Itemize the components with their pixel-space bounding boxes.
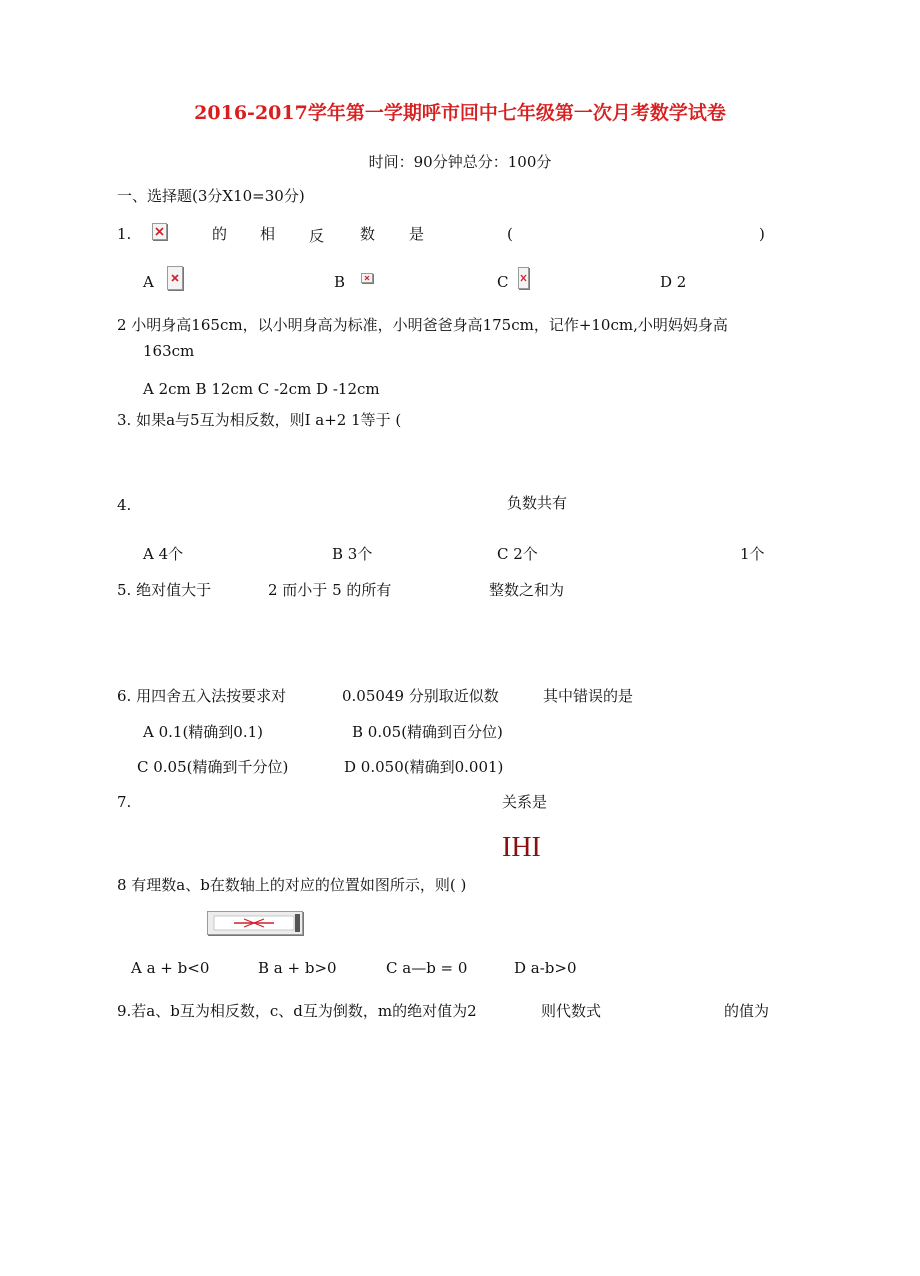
q1-paren-open: ( bbox=[507, 225, 513, 243]
q1-word-5: 是 bbox=[409, 225, 425, 243]
q1-word-4: 数 bbox=[360, 225, 376, 243]
exam-title: 2016-2017学年第一学期呼市回中七年级第一次月考数学试卷 bbox=[194, 102, 726, 124]
q8-option-d: D a-b>0 bbox=[514, 959, 577, 977]
q6-text-part3: 其中错误的是 bbox=[543, 687, 634, 705]
q6-option-c: C 0.05(精确到千分位) bbox=[137, 758, 289, 776]
q4-option-c: C 2个 bbox=[497, 545, 538, 563]
q1-option-c-image-icon bbox=[518, 267, 529, 289]
q4-option-b: B 3个 bbox=[332, 545, 373, 563]
exam-time-info: 时间：90分钟总分：100分 bbox=[368, 153, 552, 171]
q1-word-3: 反 bbox=[309, 227, 325, 245]
q1-option-d: D 2 bbox=[660, 273, 687, 291]
q7-number: 7. bbox=[117, 793, 132, 811]
q9-text-part3: 的值为 bbox=[724, 1002, 770, 1020]
q8-option-b: B a + b>0 bbox=[258, 959, 337, 977]
q2-options: A 2cm B 12cm C -2cm D -12cm bbox=[143, 380, 380, 398]
q2-text-line2: 163cm bbox=[143, 342, 195, 360]
q8-text: 8 有理数a、b在数轴上的对应的位置如图所示，则( ) bbox=[117, 876, 467, 894]
q1-option-b-image-icon bbox=[361, 273, 373, 283]
q4-option-a: A 4个 bbox=[143, 545, 184, 563]
q7-text: 关系是 bbox=[502, 793, 548, 811]
q7-ihi-text: IHI bbox=[502, 832, 541, 863]
q1-word-1: 的 bbox=[212, 225, 228, 243]
q1-number: 1. bbox=[117, 225, 132, 243]
q6-text-part1: 6. 用四舍五入法按要求对 bbox=[117, 687, 287, 705]
q5-text-part3: 整数之和为 bbox=[489, 581, 565, 599]
q3-text: 3. 如果a与5互为相反数，则I a+2 1等于 ( bbox=[117, 411, 402, 429]
q8-number-line-image bbox=[207, 911, 303, 935]
q1-option-a: A bbox=[143, 273, 154, 291]
q1-paren-close: ) bbox=[759, 225, 765, 243]
q4-number: 4. bbox=[117, 496, 132, 514]
q1-word-2: 相 bbox=[260, 225, 276, 243]
q6-option-b: B 0.05(精确到百分位) bbox=[352, 723, 503, 741]
q8-option-a: A a + b<0 bbox=[131, 959, 210, 977]
q2-text-line1: 2 小明身高165cm，以小明身高为标准，小明爸爸身高175cm，记作+10cm,小明妈妈身高 bbox=[117, 316, 728, 334]
q5-text-part2: 2 而小于 5 的所有 bbox=[268, 581, 392, 599]
q1-option-b: B bbox=[334, 273, 346, 291]
q4-text: 负数共有 bbox=[507, 494, 568, 512]
q6-option-d: D 0.050(精确到0.001) bbox=[344, 758, 504, 776]
q8-option-c: C a—b = 0 bbox=[386, 959, 468, 977]
q1-option-c: C bbox=[497, 273, 509, 291]
q6-option-a: A 0.1(精确到0.1) bbox=[143, 723, 264, 741]
q9-text-part2: 则代数式 bbox=[541, 1002, 602, 1020]
q1-broken-image-icon bbox=[152, 223, 167, 240]
q9-text-part1: 9.若a、b互为相反数，c、d互为倒数，m的绝对值为2 bbox=[117, 1002, 477, 1020]
section-heading: 一、选择题(3分X10=30分) bbox=[117, 187, 305, 205]
q6-text-part2: 0.05049 分别取近似数 bbox=[342, 687, 499, 705]
q4-option-d: 1个 bbox=[740, 545, 765, 563]
q5-text-part1: 5. 绝对值大于 bbox=[117, 581, 212, 599]
q1-option-a-image-icon bbox=[167, 266, 183, 290]
